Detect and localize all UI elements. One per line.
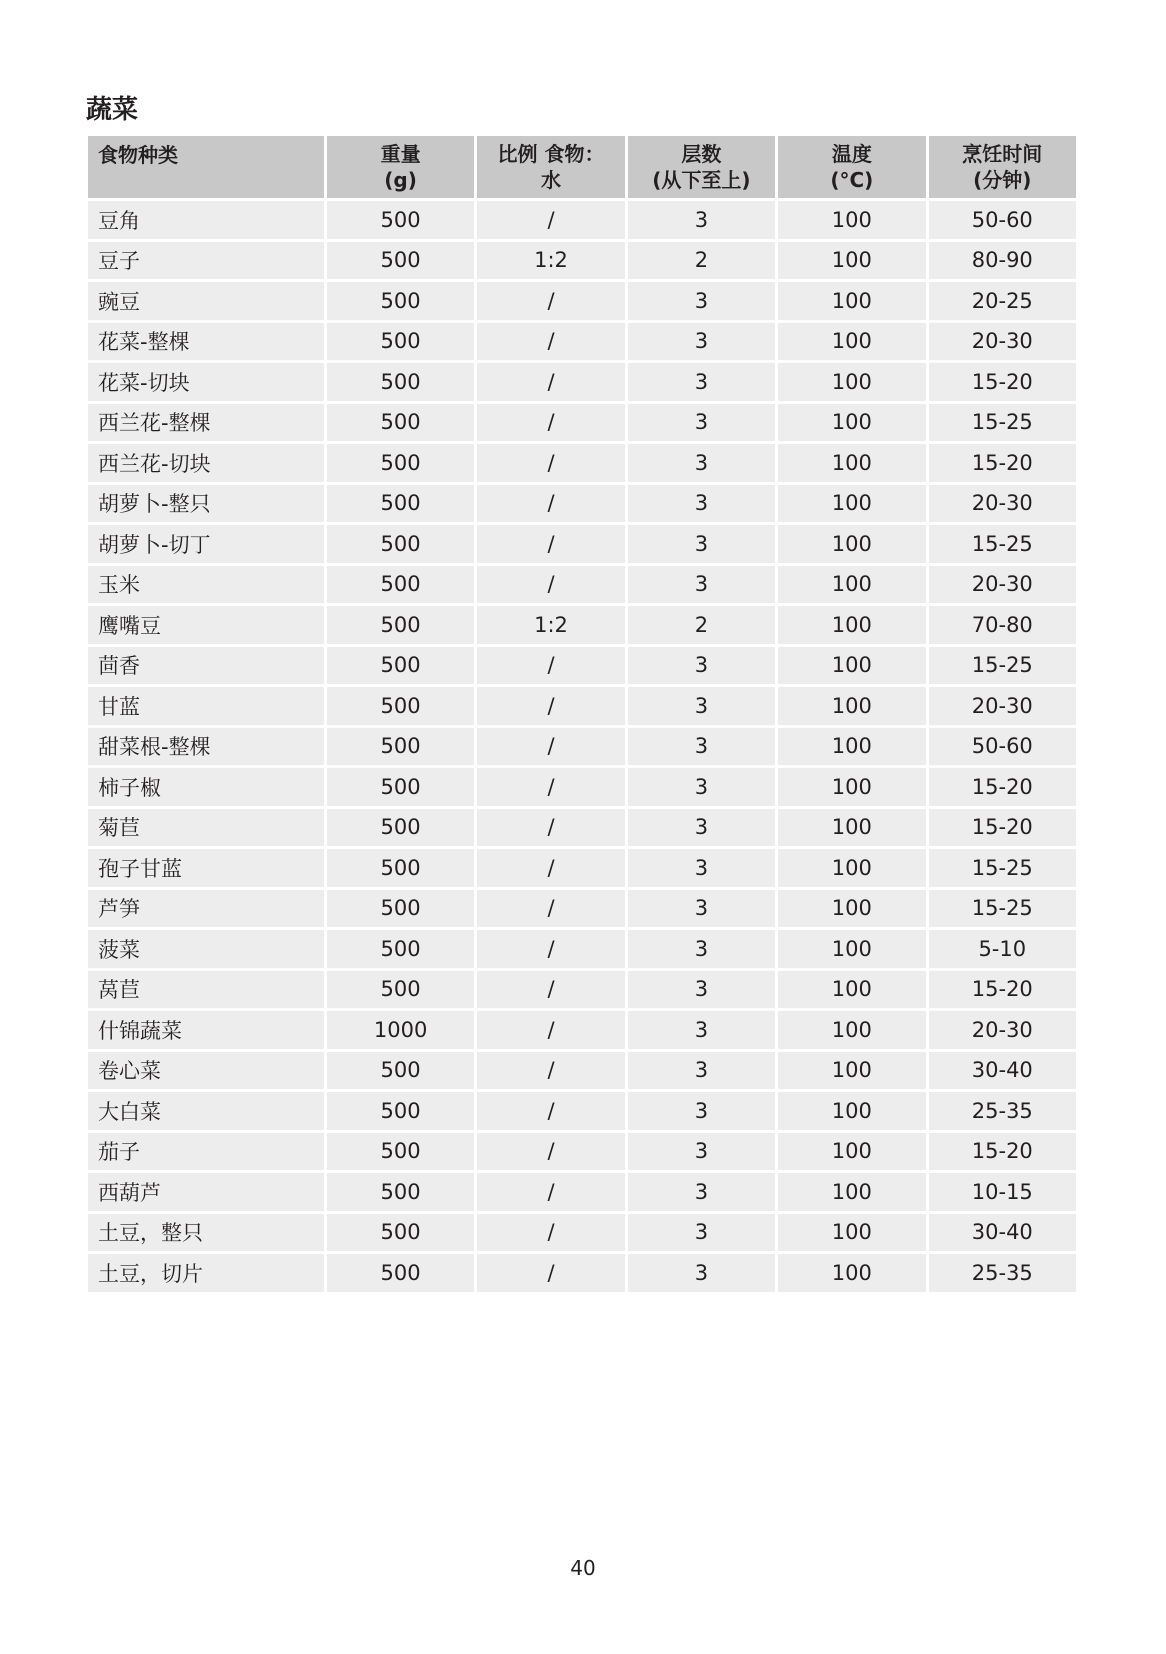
table-row — [88, 809, 1076, 847]
cell-level: 3 — [628, 890, 775, 928]
cell-weight: 500 — [327, 485, 474, 523]
cell-level: 3 — [628, 363, 775, 401]
cell-level: 3 — [628, 849, 775, 887]
cell-level: 3 — [628, 201, 775, 239]
table-row — [88, 566, 1076, 604]
cell-level: 3 — [628, 971, 775, 1009]
cell-time: 15-20 — [929, 768, 1076, 806]
cell-weight: 500 — [327, 1214, 474, 1252]
cell-food: 胡萝卜-整只 — [88, 485, 324, 523]
table-header — [88, 136, 1076, 198]
cell-time: 30-40 — [929, 1052, 1076, 1090]
cell-food: 莴苣 — [88, 971, 324, 1009]
table-row — [88, 242, 1076, 280]
cell-time: 20-30 — [929, 1011, 1076, 1049]
cell-temperature: 100 — [778, 404, 925, 442]
cell-temperature: 100 — [778, 849, 925, 887]
cell-ratio: / — [477, 323, 624, 361]
cell-level: 3 — [628, 525, 775, 563]
cell-ratio: 1:2 — [477, 606, 624, 644]
cell-time: 20-30 — [929, 323, 1076, 361]
cell-weight: 500 — [327, 363, 474, 401]
table-row — [88, 525, 1076, 563]
cell-ratio: / — [477, 849, 624, 887]
cell-time: 25-35 — [929, 1092, 1076, 1130]
header-row — [88, 136, 1076, 198]
cell-food: 鹰嘴豆 — [88, 606, 324, 644]
header-cooking-time: 烹饪时间 (分钟) — [929, 136, 1076, 198]
cell-temperature: 100 — [778, 485, 925, 523]
cell-food: 茴香 — [88, 647, 324, 685]
cell-food: 花菜-整棵 — [88, 323, 324, 361]
cell-time: 10-15 — [929, 1173, 1076, 1211]
header-level: 层数 (从下至上) — [628, 136, 775, 198]
cell-ratio: / — [477, 282, 624, 320]
cell-level: 3 — [628, 687, 775, 725]
cell-temperature: 100 — [778, 1133, 925, 1171]
cell-weight: 500 — [327, 282, 474, 320]
cell-temperature: 100 — [778, 1092, 925, 1130]
table-row — [88, 1254, 1076, 1292]
header-ratio: 比例 食物： 水 — [477, 136, 624, 198]
cell-temperature: 100 — [778, 890, 925, 928]
cell-weight: 500 — [327, 849, 474, 887]
cell-time: 50-60 — [929, 201, 1076, 239]
cell-weight: 500 — [327, 768, 474, 806]
cell-food: 柿子椒 — [88, 768, 324, 806]
cell-ratio: / — [477, 1092, 624, 1130]
cell-time: 15-20 — [929, 363, 1076, 401]
cell-temperature: 100 — [778, 201, 925, 239]
cell-temperature: 100 — [778, 566, 925, 604]
cell-level: 3 — [628, 647, 775, 685]
cell-food: 茄子 — [88, 1133, 324, 1171]
cell-level: 2 — [628, 606, 775, 644]
cell-weight: 500 — [327, 323, 474, 361]
cell-ratio: / — [477, 809, 624, 847]
cell-ratio: / — [477, 971, 624, 1009]
cell-time: 20-30 — [929, 566, 1076, 604]
cell-temperature: 100 — [778, 1052, 925, 1090]
table-row — [88, 404, 1076, 442]
cell-level: 3 — [628, 485, 775, 523]
cell-weight: 1000 — [327, 1011, 474, 1049]
cell-level: 3 — [628, 1214, 775, 1252]
cell-food: 胡萝卜-切丁 — [88, 525, 324, 563]
cell-weight: 500 — [327, 1052, 474, 1090]
cell-time: 25-35 — [929, 1254, 1076, 1292]
header-food-type: 食物种类 — [88, 136, 324, 198]
cell-temperature: 100 — [778, 1011, 925, 1049]
table-row — [88, 647, 1076, 685]
vegetable-cooking-table — [85, 133, 1079, 1295]
cell-level: 3 — [628, 282, 775, 320]
cell-time: 15-20 — [929, 809, 1076, 847]
cell-weight: 500 — [327, 809, 474, 847]
cell-food: 花菜-切块 — [88, 363, 324, 401]
table-row — [88, 606, 1076, 644]
cell-level: 3 — [628, 1173, 775, 1211]
cell-time: 15-25 — [929, 404, 1076, 442]
cell-temperature: 100 — [778, 728, 925, 766]
cell-ratio: / — [477, 728, 624, 766]
cell-time: 15-25 — [929, 525, 1076, 563]
cell-temperature: 100 — [778, 242, 925, 280]
table-row — [88, 728, 1076, 766]
cell-level: 3 — [628, 728, 775, 766]
cell-level: 3 — [628, 1254, 775, 1292]
cell-level: 3 — [628, 1011, 775, 1049]
cell-ratio: / — [477, 1173, 624, 1211]
table-row — [88, 201, 1076, 239]
cell-weight: 500 — [327, 1133, 474, 1171]
cell-food: 菊苣 — [88, 809, 324, 847]
cell-level: 2 — [628, 242, 775, 280]
table-body — [88, 201, 1076, 1292]
cell-level: 3 — [628, 768, 775, 806]
cell-food: 土豆，切片 — [88, 1254, 324, 1292]
table-row — [88, 1214, 1076, 1252]
cell-food: 豌豆 — [88, 282, 324, 320]
table-row — [88, 768, 1076, 806]
cell-temperature: 100 — [778, 1173, 925, 1211]
cell-weight: 500 — [327, 890, 474, 928]
cell-temperature: 100 — [778, 1254, 925, 1292]
cell-temperature: 100 — [778, 525, 925, 563]
cell-time: 15-25 — [929, 849, 1076, 887]
cell-level: 3 — [628, 444, 775, 482]
cell-ratio: / — [477, 1011, 624, 1049]
cell-weight: 500 — [327, 242, 474, 280]
cell-ratio: / — [477, 201, 624, 239]
cell-food: 什锦蔬菜 — [88, 1011, 324, 1049]
table-row — [88, 1133, 1076, 1171]
header-temperature: 温度 (°C) — [778, 136, 925, 198]
table-row — [88, 971, 1076, 1009]
page-number: 40 — [570, 1556, 596, 1580]
cell-ratio: / — [477, 485, 624, 523]
cell-ratio: / — [477, 930, 624, 968]
cell-temperature: 100 — [778, 768, 925, 806]
cell-food: 大白菜 — [88, 1092, 324, 1130]
cell-ratio: / — [477, 1052, 624, 1090]
table-row — [88, 1173, 1076, 1211]
cell-weight: 500 — [327, 404, 474, 442]
table-row — [88, 363, 1076, 401]
cell-weight: 500 — [327, 444, 474, 482]
cell-ratio: / — [477, 444, 624, 482]
cell-food: 西兰花-整棵 — [88, 404, 324, 442]
cell-temperature: 100 — [778, 1214, 925, 1252]
cell-time: 20-25 — [929, 282, 1076, 320]
cell-weight: 500 — [327, 566, 474, 604]
cell-time: 50-60 — [929, 728, 1076, 766]
cell-ratio: / — [477, 1133, 624, 1171]
cell-weight: 500 — [327, 930, 474, 968]
cell-food: 豆子 — [88, 242, 324, 280]
cell-level: 3 — [628, 930, 775, 968]
cell-level: 3 — [628, 809, 775, 847]
table-row — [88, 1011, 1076, 1049]
cell-weight: 500 — [327, 971, 474, 1009]
section-title: 蔬菜 — [86, 95, 139, 125]
cell-weight: 500 — [327, 1092, 474, 1130]
cell-weight: 500 — [327, 1254, 474, 1292]
table-row — [88, 444, 1076, 482]
table-row — [88, 282, 1076, 320]
table-row — [88, 687, 1076, 725]
cell-food: 孢子甘蓝 — [88, 849, 324, 887]
cell-ratio: / — [477, 363, 624, 401]
cell-level: 3 — [628, 566, 775, 604]
table-row — [88, 849, 1076, 887]
cell-time: 30-40 — [929, 1214, 1076, 1252]
cell-time: 15-25 — [929, 647, 1076, 685]
cell-level: 3 — [628, 1052, 775, 1090]
cell-food: 甜菜根-整棵 — [88, 728, 324, 766]
cell-time: 70-80 — [929, 606, 1076, 644]
cell-time: 20-30 — [929, 485, 1076, 523]
cell-level: 3 — [628, 323, 775, 361]
cell-temperature: 100 — [778, 363, 925, 401]
cell-level: 3 — [628, 404, 775, 442]
cell-ratio: / — [477, 525, 624, 563]
header-weight: 重量 (g) — [327, 136, 474, 198]
cell-food: 豆角 — [88, 201, 324, 239]
table-row — [88, 890, 1076, 928]
table-row — [88, 1092, 1076, 1130]
cell-temperature: 100 — [778, 444, 925, 482]
cell-temperature: 100 — [778, 971, 925, 1009]
cell-weight: 500 — [327, 525, 474, 563]
table-row — [88, 1052, 1076, 1090]
cell-ratio: / — [477, 404, 624, 442]
cell-temperature: 100 — [778, 606, 925, 644]
cell-ratio: 1:2 — [477, 242, 624, 280]
cell-weight: 500 — [327, 687, 474, 725]
cell-temperature: 100 — [778, 930, 925, 968]
cell-time: 15-20 — [929, 1133, 1076, 1171]
cell-ratio: / — [477, 768, 624, 806]
cell-ratio: / — [477, 1254, 624, 1292]
cell-level: 3 — [628, 1133, 775, 1171]
cell-food: 西葫芦 — [88, 1173, 324, 1211]
cell-time: 20-30 — [929, 687, 1076, 725]
cell-time: 15-20 — [929, 444, 1076, 482]
cell-temperature: 100 — [778, 282, 925, 320]
cell-ratio: / — [477, 1214, 624, 1252]
cell-food: 西兰花-切块 — [88, 444, 324, 482]
cell-food: 芦笋 — [88, 890, 324, 928]
cell-ratio: / — [477, 687, 624, 725]
cell-temperature: 100 — [778, 323, 925, 361]
cell-food: 甘蓝 — [88, 687, 324, 725]
cell-temperature: 100 — [778, 647, 925, 685]
cell-time: 15-20 — [929, 971, 1076, 1009]
cell-weight: 500 — [327, 728, 474, 766]
table-row — [88, 930, 1076, 968]
cell-time: 80-90 — [929, 242, 1076, 280]
cell-weight: 500 — [327, 606, 474, 644]
cell-food: 玉米 — [88, 566, 324, 604]
cell-temperature: 100 — [778, 809, 925, 847]
cell-weight: 500 — [327, 647, 474, 685]
cell-weight: 500 — [327, 201, 474, 239]
cell-food: 土豆，整只 — [88, 1214, 324, 1252]
table-row — [88, 485, 1076, 523]
cell-level: 3 — [628, 1092, 775, 1130]
cell-time: 15-25 — [929, 890, 1076, 928]
table-row — [88, 323, 1076, 361]
cell-time: 5-10 — [929, 930, 1076, 968]
cell-ratio: / — [477, 647, 624, 685]
cell-food: 菠菜 — [88, 930, 324, 968]
cell-ratio: / — [477, 890, 624, 928]
cell-food: 卷心菜 — [88, 1052, 324, 1090]
cell-weight: 500 — [327, 1173, 474, 1211]
cell-ratio: / — [477, 566, 624, 604]
cell-temperature: 100 — [778, 687, 925, 725]
